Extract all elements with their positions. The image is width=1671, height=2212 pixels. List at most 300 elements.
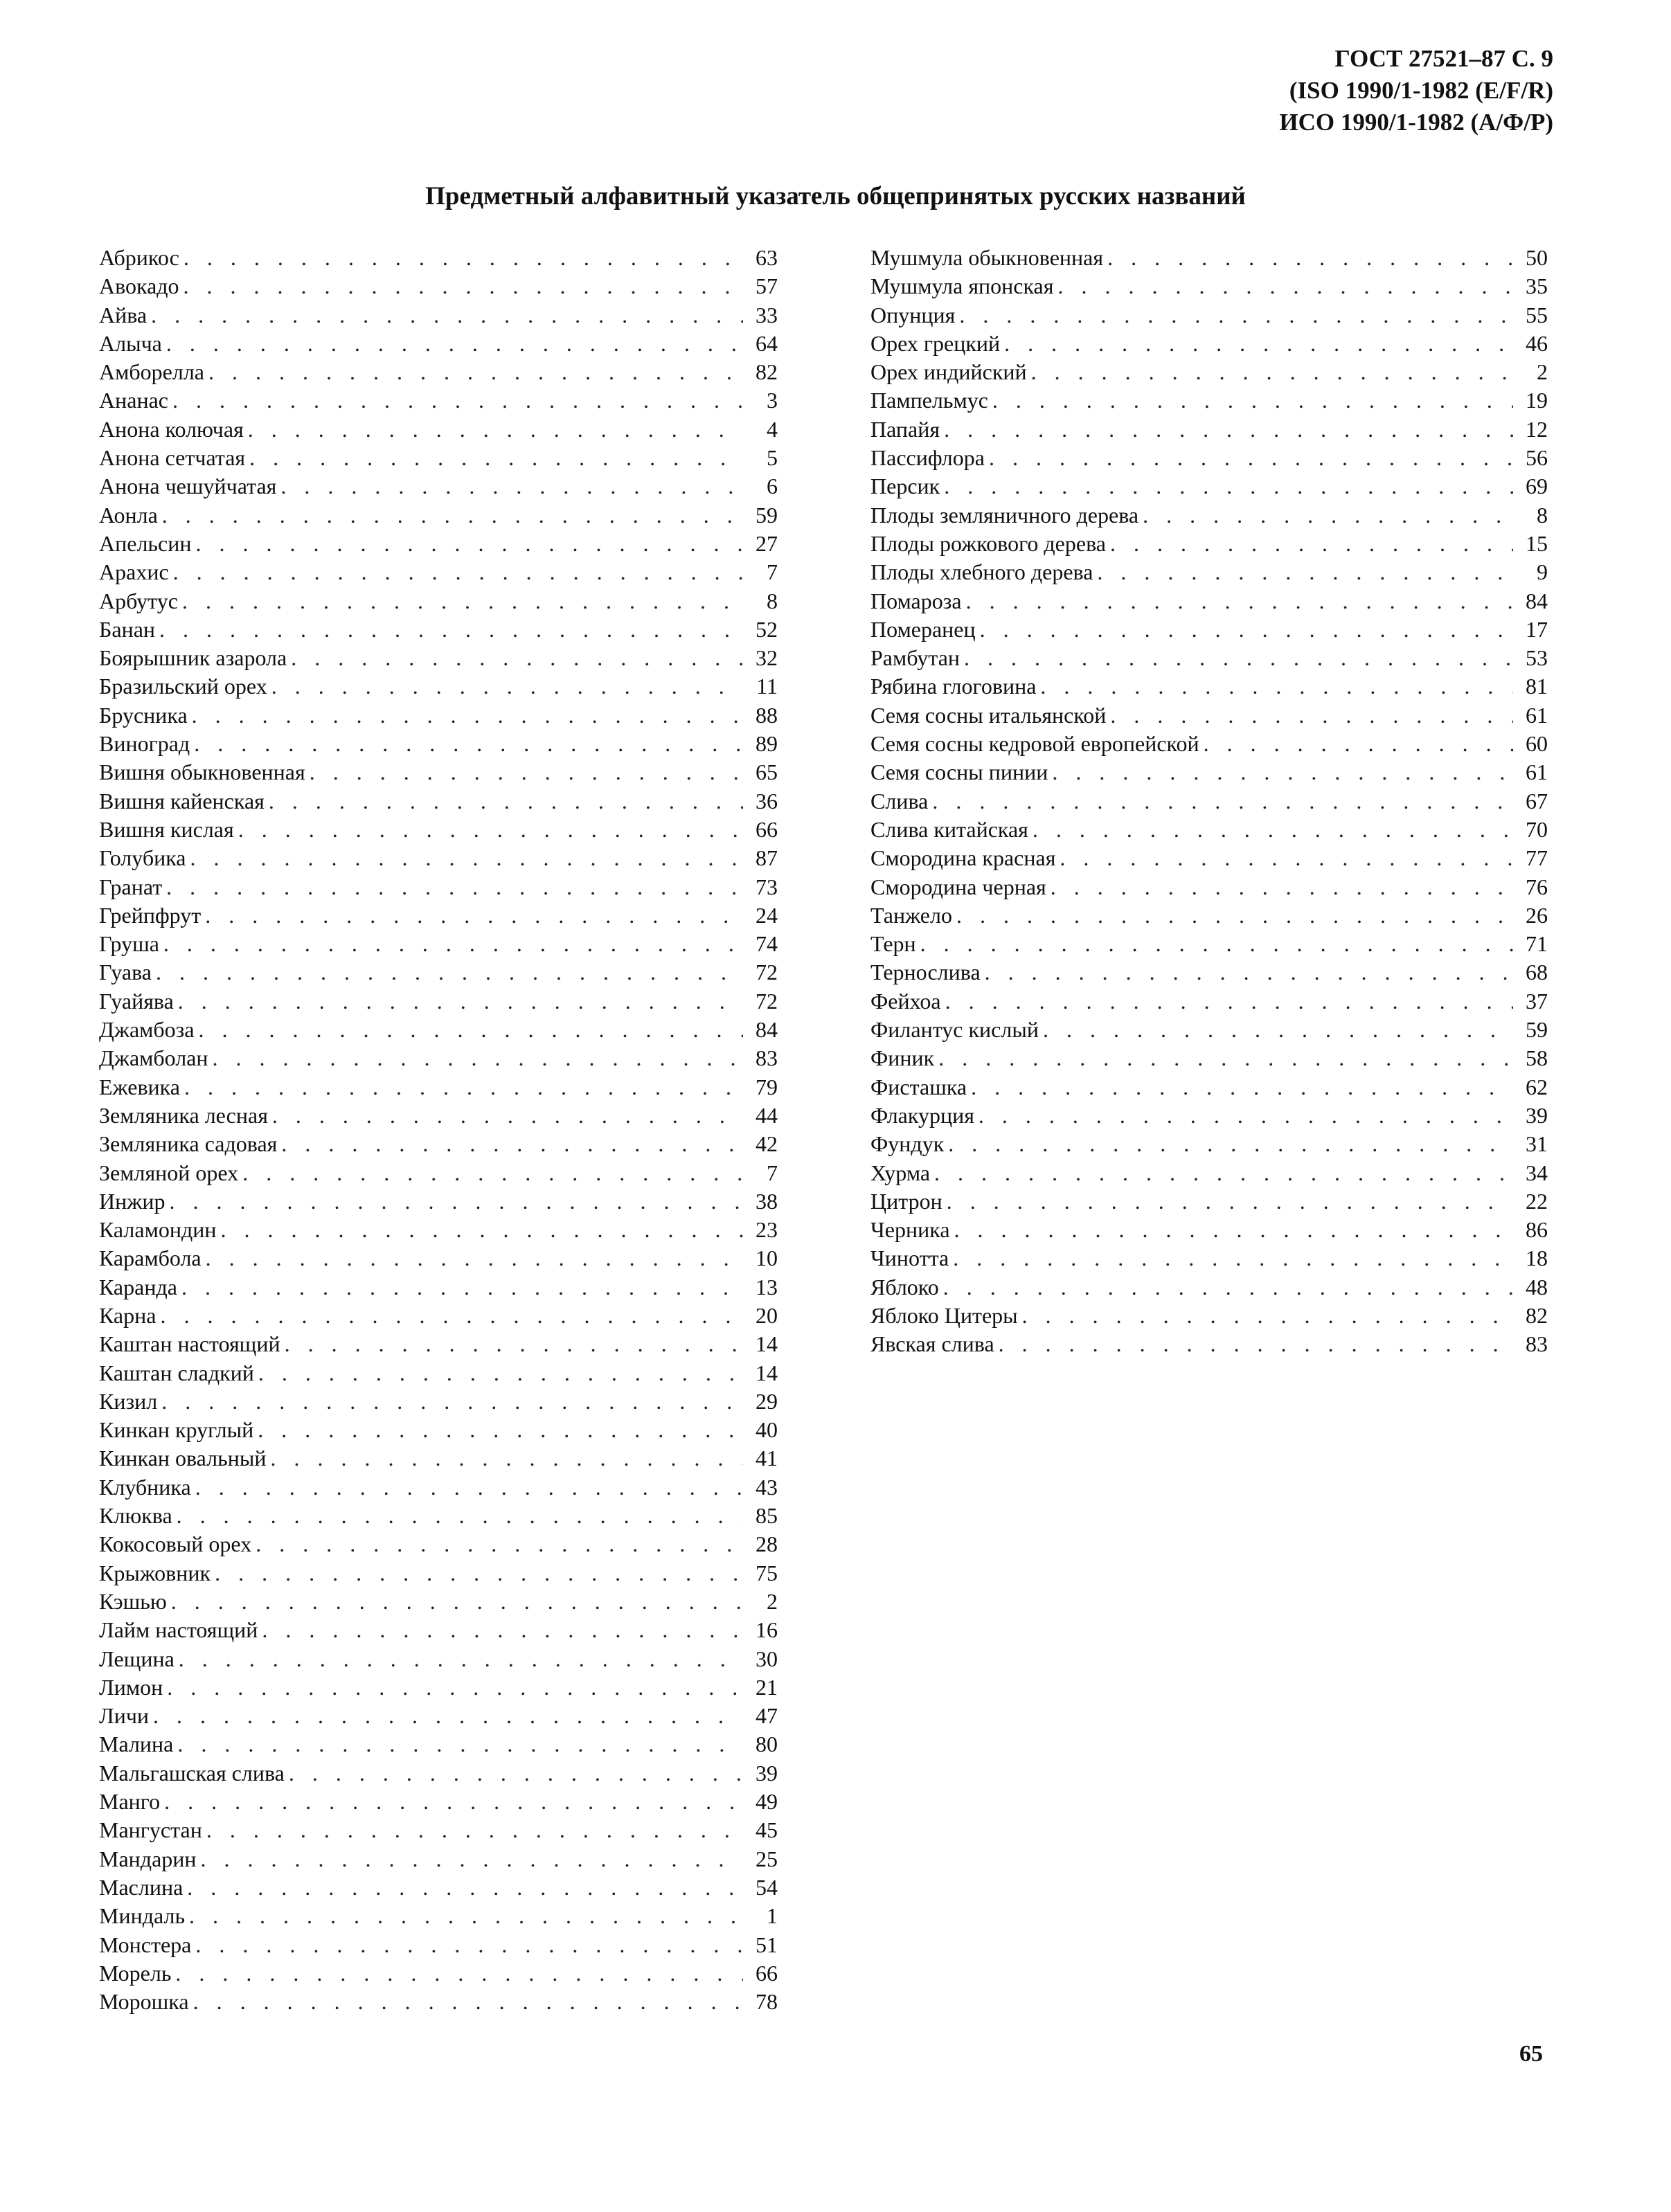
- index-page-number: 50: [1526, 245, 1548, 270]
- index-term: Авокадо: [99, 273, 179, 299]
- index-entry: [99, 1360, 778, 1389]
- dot-leader: [172, 388, 743, 413]
- index-term: Танжело: [870, 902, 952, 928]
- index-entry: [870, 1246, 1548, 1274]
- index-page-number: 74: [756, 931, 778, 957]
- index-page-number: 59: [756, 502, 778, 528]
- index-page-number: 60: [1526, 731, 1548, 757]
- dot-leader: [944, 417, 1513, 442]
- index-term: Гуайява: [99, 988, 174, 1014]
- index-term: Личи: [99, 1703, 150, 1729]
- index-page-number: 34: [1526, 1160, 1548, 1185]
- index-entry: [870, 1017, 1548, 1045]
- dot-leader: [171, 1589, 743, 1615]
- dot-leader: [187, 1875, 743, 1900]
- index-column-right: [870, 245, 1548, 1360]
- dot-leader: [258, 1360, 743, 1386]
- index-entry: [870, 1275, 1548, 1303]
- index-term: Айва: [99, 302, 148, 327]
- index-term: Карамбола: [99, 1246, 202, 1271]
- dot-leader: [953, 1246, 1513, 1271]
- index-page-number: 2: [1537, 359, 1548, 385]
- index-term: Померанец: [870, 616, 976, 642]
- index-page-number: 87: [756, 845, 778, 871]
- index-term: Тернослива: [870, 960, 981, 985]
- dot-leader: [1057, 273, 1513, 299]
- index-term: Амборелла: [99, 359, 204, 385]
- index-term: Вишня кислая: [99, 816, 234, 842]
- dot-leader: [190, 845, 743, 871]
- index-term: Плоды рожкового дерева: [870, 530, 1106, 556]
- dot-leader: [1107, 245, 1513, 271]
- index-entry: [99, 1675, 778, 1703]
- index-page-number: 82: [1526, 1302, 1548, 1328]
- index-page-number: 44: [756, 1102, 778, 1128]
- index-entry: [99, 1561, 778, 1589]
- index-page-number: 12: [1526, 416, 1548, 442]
- dot-leader: [206, 1817, 743, 1843]
- index-term: Яблоко: [870, 1274, 939, 1300]
- dot-leader: [206, 1246, 743, 1271]
- index-entry: [99, 674, 778, 702]
- dot-leader: [162, 503, 743, 528]
- index-term: Аонла: [99, 502, 158, 528]
- index-page-number: 43: [756, 1474, 778, 1500]
- index-entry: [99, 303, 778, 331]
- index-entry: [99, 1217, 778, 1246]
- dot-leader: [1022, 1303, 1513, 1329]
- index-term: Крыжовник: [99, 1560, 211, 1585]
- index-entry: [870, 674, 1548, 702]
- index-entry: [99, 1531, 778, 1560]
- index-entry: [870, 474, 1548, 502]
- index-page-number: 45: [756, 1817, 778, 1843]
- dot-leader: [195, 1475, 743, 1500]
- index-page-number: 28: [756, 1531, 778, 1557]
- index-entry: [870, 273, 1548, 302]
- index-page-number: 14: [756, 1360, 778, 1385]
- index-entry: [99, 960, 778, 988]
- dot-leader: [248, 417, 743, 442]
- index-page-number: 85: [756, 1503, 778, 1529]
- index-entry: [870, 531, 1548, 559]
- index-term: Мандарин: [99, 1846, 197, 1871]
- index-page-number: 32: [756, 645, 778, 671]
- index-term: Гранат: [99, 874, 163, 899]
- dot-leader: [195, 531, 743, 557]
- index-page-number: 48: [1526, 1274, 1548, 1300]
- index-entry: [99, 1131, 778, 1160]
- index-column-left: [99, 245, 778, 2017]
- dot-leader: [1033, 817, 1513, 843]
- index-entry: [870, 417, 1548, 445]
- index-entry: [870, 245, 1548, 273]
- index-page-number: 71: [1526, 931, 1548, 957]
- index-entry: [99, 503, 778, 531]
- index-page-number: 79: [756, 1074, 778, 1099]
- index-entry: [870, 903, 1548, 931]
- dot-leader: [1031, 359, 1513, 385]
- dot-leader: [285, 1331, 743, 1357]
- index-page-number: 46: [1526, 330, 1548, 356]
- index-entry: [870, 359, 1548, 388]
- dot-leader: [1043, 1017, 1513, 1043]
- index-term: Слива: [870, 788, 929, 813]
- index-term: Терн: [870, 931, 916, 957]
- index-entry: [99, 989, 778, 1017]
- index-entry: [99, 588, 778, 617]
- index-term: Морошка: [99, 1989, 189, 2015]
- index-page-number: 84: [756, 1017, 778, 1043]
- dot-leader: [989, 445, 1513, 471]
- index-entry: [99, 845, 778, 874]
- index-page-number: 69: [1526, 474, 1548, 499]
- index-term: Папайя: [870, 416, 940, 442]
- index-term: Клюква: [99, 1503, 172, 1529]
- index-page-number: 27: [756, 530, 778, 556]
- index-page-number: 55: [1526, 302, 1548, 327]
- dot-leader: [175, 1961, 743, 1986]
- index-page-number: 49: [756, 1789, 778, 1815]
- index-page-number: 80: [756, 1732, 778, 1757]
- dot-leader: [964, 645, 1513, 671]
- index-entry: [99, 1074, 778, 1103]
- dot-leader: [189, 1903, 743, 1929]
- index-page-number: 65: [756, 759, 778, 785]
- index-term: Алыча: [99, 330, 162, 356]
- index-page-number: 75: [756, 1560, 778, 1585]
- index-entry: [99, 645, 778, 674]
- index-entry: [870, 588, 1548, 617]
- index-page-number: 40: [756, 1417, 778, 1443]
- index-entry: [870, 303, 1548, 331]
- index-entry: [99, 359, 778, 388]
- dot-leader: [156, 960, 743, 985]
- index-page-number: 19: [1526, 388, 1548, 413]
- index-entry: [99, 931, 778, 960]
- index-page-number: 89: [756, 731, 778, 757]
- index-term: Орех грецкий: [870, 330, 1001, 356]
- index-page-number: 7: [767, 1160, 778, 1185]
- index-term: Семя сосны кедровой европейской: [870, 731, 1199, 757]
- index-entry: [99, 789, 778, 817]
- dot-leader: [182, 588, 743, 614]
- index-term: Мушмула японская: [870, 273, 1054, 299]
- index-entry: [99, 1703, 778, 1732]
- dot-leader: [1110, 703, 1513, 728]
- index-page-number: 41: [756, 1446, 778, 1471]
- dot-leader: [945, 989, 1513, 1014]
- dot-leader: [192, 703, 743, 728]
- page-number: 65: [1519, 2041, 1543, 2067]
- dot-leader: [934, 1160, 1513, 1186]
- index-page-number: 6: [767, 474, 778, 499]
- index-term: Каламондин: [99, 1217, 217, 1243]
- index-term: Анона чешуйчатая: [99, 474, 277, 499]
- dot-leader: [256, 1531, 743, 1557]
- index-page-number: 78: [756, 1989, 778, 2015]
- index-entry: [99, 903, 778, 931]
- index-page-number: 18: [1526, 1246, 1548, 1271]
- index-page-number: 56: [1526, 445, 1548, 471]
- dot-leader: [184, 273, 743, 299]
- index-page-number: 26: [1526, 902, 1548, 928]
- index-entry: [99, 731, 778, 759]
- dot-leader: [947, 1189, 1513, 1214]
- index-entry: [870, 759, 1548, 788]
- index-page-number: 9: [1537, 559, 1548, 585]
- index-page-number: 39: [756, 1760, 778, 1786]
- index-entry: [99, 273, 778, 302]
- index-page-number: 24: [756, 902, 778, 928]
- dot-leader: [1060, 845, 1513, 871]
- index-term: Каранда: [99, 1274, 177, 1300]
- index-page-number: 81: [1526, 674, 1548, 699]
- index-entry: [870, 1103, 1548, 1131]
- index-term: Фундук: [870, 1131, 945, 1157]
- index-title: Предметный алфавитный указатель общепринятых русских названий: [425, 182, 1246, 210]
- index-term: Клубника: [99, 1474, 191, 1500]
- index-entry: [99, 417, 778, 445]
- index-term: Яблоко Цитеры: [870, 1302, 1018, 1328]
- index-term: Ежевика: [99, 1074, 180, 1099]
- dot-leader: [938, 1045, 1513, 1071]
- index-entry: [99, 1732, 778, 1760]
- index-term: Джамбоза: [99, 1017, 195, 1043]
- index-term: Груша: [99, 931, 159, 957]
- index-entry: [99, 1875, 778, 1903]
- index-page-number: 8: [1537, 502, 1548, 528]
- index-page-number: 61: [1526, 702, 1548, 728]
- iso-reference-ru: ИСО 1990/1-1982 (А/Ф/Р): [1279, 109, 1553, 136]
- index-page-number: 35: [1526, 273, 1548, 299]
- index-term: Явская слива: [870, 1331, 994, 1357]
- dot-leader: [289, 1761, 743, 1786]
- index-entry: [99, 1932, 778, 1961]
- dot-leader: [184, 245, 743, 271]
- index-page-number: 57: [756, 273, 778, 299]
- index-page-number: 31: [1526, 1131, 1548, 1157]
- dot-leader: [166, 874, 743, 900]
- dot-leader: [178, 989, 743, 1014]
- index-entry: [870, 1189, 1548, 1217]
- index-term: Анона сетчатая: [99, 445, 246, 471]
- index-entry: [99, 874, 778, 903]
- index-term: Семя сосны итальянской: [870, 702, 1107, 728]
- index-entry: [870, 1045, 1548, 1074]
- index-term: Кэшью: [99, 1588, 167, 1614]
- index-term: Пампельмус: [870, 388, 988, 413]
- dot-leader: [177, 1732, 743, 1757]
- index-term: Цитрон: [870, 1188, 942, 1214]
- index-page-number: 15: [1526, 530, 1548, 556]
- index-entry: [99, 1903, 778, 1932]
- index-page-number: 16: [756, 1617, 778, 1643]
- dot-leader: [262, 1617, 743, 1643]
- index-page-number: 52: [756, 616, 778, 642]
- index-page-number: 7: [767, 559, 778, 585]
- index-term: Вишня обыкновенная: [99, 759, 305, 785]
- dot-leader: [944, 474, 1513, 499]
- index-page-number: 66: [756, 816, 778, 842]
- dot-leader: [1004, 331, 1513, 357]
- dot-leader: [201, 1846, 743, 1872]
- index-page-number: 36: [756, 788, 778, 813]
- dot-leader: [980, 617, 1513, 642]
- index-entry: [870, 645, 1548, 674]
- dot-leader: [1204, 731, 1513, 757]
- index-term: Смородина черная: [870, 874, 1046, 899]
- index-entry: [99, 1617, 778, 1646]
- index-page-number: 1: [767, 1903, 778, 1929]
- index-page-number: 53: [1526, 645, 1548, 671]
- dot-leader: [153, 1703, 743, 1729]
- index-page-number: 3: [767, 388, 778, 413]
- index-term: Кизил: [99, 1388, 158, 1414]
- index-term: Апельсин: [99, 530, 192, 556]
- index-page-number: 13: [756, 1274, 778, 1300]
- dot-leader: [269, 789, 743, 814]
- index-page-number: 42: [756, 1131, 778, 1157]
- index-term: Земляника садовая: [99, 1131, 278, 1157]
- index-page-number: 37: [1526, 988, 1548, 1014]
- index-term: Опунция: [870, 302, 956, 327]
- index-page-number: 47: [756, 1703, 778, 1729]
- index-entry: [870, 1331, 1548, 1360]
- index-entry: [870, 931, 1548, 960]
- index-term: Каштан сладкий: [99, 1360, 254, 1385]
- standard-code: ГОСТ 27521–87 С. 9: [1334, 45, 1553, 72]
- dot-leader: [173, 559, 743, 585]
- index-term: Лимон: [99, 1674, 163, 1700]
- dot-leader: [179, 1646, 743, 1672]
- index-page-number: 82: [756, 359, 778, 385]
- index-entry: [870, 388, 1548, 416]
- index-entry: [99, 1817, 778, 1846]
- index-entry: [870, 559, 1548, 588]
- index-entry: [99, 1331, 778, 1360]
- index-term: Лещина: [99, 1646, 175, 1671]
- dot-leader: [948, 1131, 1513, 1157]
- index-entry: [99, 474, 778, 502]
- index-entry: [99, 1961, 778, 1989]
- index-entry: [870, 1074, 1548, 1103]
- index-entry: [870, 1131, 1548, 1160]
- dot-leader: [242, 1160, 743, 1186]
- index-entry: [99, 1275, 778, 1303]
- index-entry: [99, 1789, 778, 1817]
- index-entry: [870, 1217, 1548, 1246]
- index-term: Фисташка: [870, 1074, 967, 1099]
- index-term: Смородина красная: [870, 845, 1056, 871]
- index-entry: [99, 1589, 778, 1617]
- index-entry: [99, 703, 778, 731]
- index-entry: [870, 845, 1548, 874]
- index-entry: [99, 1103, 778, 1131]
- index-term: Помароза: [870, 588, 962, 613]
- dot-leader: [1051, 874, 1513, 900]
- index-term: Монстера: [99, 1932, 192, 1957]
- index-entry: [99, 559, 778, 588]
- dot-leader: [177, 1503, 743, 1529]
- index-term: Хурма: [870, 1160, 931, 1185]
- index-term: Карна: [99, 1302, 157, 1328]
- index-entry: [99, 1989, 778, 2017]
- index-entry: [99, 1303, 778, 1331]
- index-entry: [870, 503, 1548, 531]
- index-page-number: 30: [756, 1646, 778, 1671]
- index-term: Малина: [99, 1732, 174, 1757]
- dot-leader: [310, 759, 743, 785]
- index-page-number: 5: [767, 445, 778, 471]
- index-page-number: 76: [1526, 874, 1548, 899]
- index-entry: [99, 331, 778, 359]
- dot-leader: [249, 445, 743, 471]
- dot-leader: [920, 931, 1513, 957]
- index-page-number: 84: [1526, 588, 1548, 613]
- index-term: Виноград: [99, 731, 190, 757]
- index-page-number: 62: [1526, 1074, 1548, 1099]
- index-page-number: 38: [756, 1188, 778, 1214]
- index-entry: [870, 874, 1548, 903]
- index-term: Манго: [99, 1789, 161, 1815]
- dot-leader: [979, 1103, 1513, 1129]
- index-entry: [99, 1646, 778, 1675]
- index-page-number: 72: [756, 988, 778, 1014]
- index-term: Джамболан: [99, 1045, 208, 1071]
- dot-leader: [1052, 759, 1513, 785]
- index-entry: [99, 245, 778, 273]
- dot-leader: [213, 1045, 743, 1071]
- index-term: Мангустан: [99, 1817, 202, 1843]
- index-term: Инжир: [99, 1188, 166, 1214]
- index-entry: [99, 1503, 778, 1531]
- index-entry: [99, 1246, 778, 1274]
- index-term: Каштан настоящий: [99, 1331, 280, 1357]
- index-page-number: 64: [756, 330, 778, 356]
- index-page-number: 73: [756, 874, 778, 899]
- dot-leader: [166, 331, 743, 357]
- index-page-number: 68: [1526, 960, 1548, 985]
- index-term: Мушмула обыкновенная: [870, 245, 1104, 270]
- index-term: Лайм настоящий: [99, 1617, 258, 1643]
- dot-leader: [966, 588, 1513, 614]
- index-term: Плоды хлебного дерева: [870, 559, 1093, 585]
- index-term: Маслина: [99, 1874, 184, 1900]
- index-entry: [870, 1160, 1548, 1189]
- index-term: Банан: [99, 616, 156, 642]
- index-term: Кокосовый орех: [99, 1531, 252, 1557]
- index-entry: [870, 1303, 1548, 1331]
- index-page-number: 25: [756, 1846, 778, 1871]
- dot-leader: [163, 931, 743, 957]
- index-term: Финик: [870, 1045, 935, 1071]
- index-term: Арахис: [99, 559, 169, 585]
- dot-leader: [181, 1275, 743, 1300]
- dot-leader: [184, 1074, 743, 1100]
- dot-leader: [956, 903, 1513, 928]
- index-term: Миндаль: [99, 1903, 186, 1929]
- index-page-number: 20: [756, 1302, 778, 1328]
- dot-leader: [238, 817, 743, 843]
- index-entry: [99, 1160, 778, 1189]
- dot-leader: [258, 1417, 743, 1443]
- index-entry: [99, 759, 778, 788]
- index-page-number: 51: [756, 1932, 778, 1957]
- index-term: Фейхоа: [870, 988, 941, 1014]
- index-entry: [99, 445, 778, 474]
- index-entry: [99, 1189, 778, 1217]
